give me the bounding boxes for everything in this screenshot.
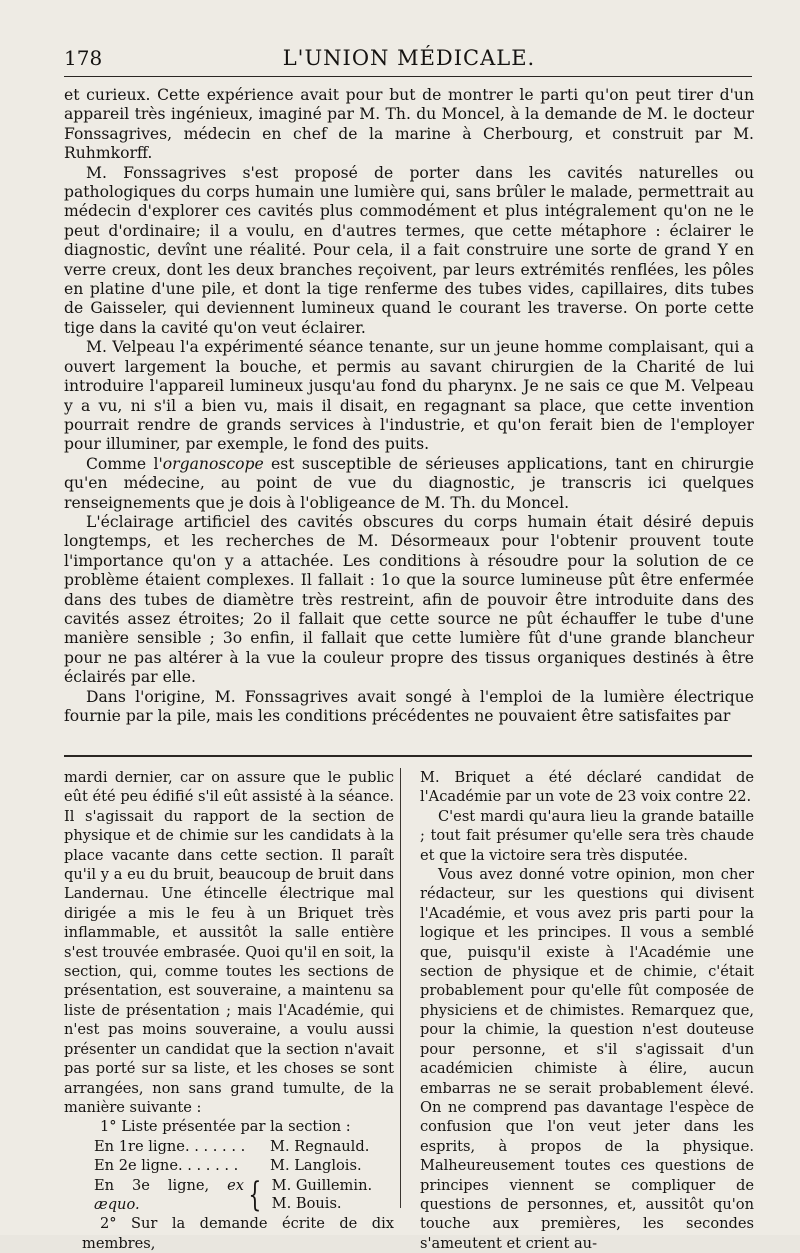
main-paragraph-4 <box>64 455 754 513</box>
right-paragraph-1: M. Briquet a été déclaré candidat de l'Académie par un vote de 23 voix contre 22. <box>420 769 754 806</box>
list-row-2-label: En 2e ligne. . . . . . . <box>94 1157 239 1175</box>
main-paragraph-2: M. Fonssagrives s'est proposé de porter dans les cavités naturelles ou pathologiques du corps humain une lumière qui, sans brûler le malade, permettrait au médecin d'explorer ces cavités plus commodément et plus intégralement qu'on ne le peut d'ordinaire; il a voulu, en d'autres termes, que cette métaphore : éclairer le diagnostic, devînt une réalité. Pour cela, il a fait construire une sorte de grand Y en verre creux, dont les deux branches reçoivent, par leurs extrémités renflées, les pôles en platine d'une pile, et dont la tige renferme des tubes vides, capillaires, dits tubes de Gaisseler, qui deviennent lumineux quand le courant les traverse. On porte cette tige dans la cavité qu'on veut éclairer. <box>64 163 754 337</box>
page-number: 178 <box>64 46 103 70</box>
main-paragraph-4-end: est susceptible de sérieuses applications, tant en chirurgie qu'en médecine, au point de vue du diagnostic, je transcris ici quelques renseignements que je dois à l'obligeance de M. Th. du Moncel. <box>64 454 754 512</box>
left-column <box>64 768 394 1253</box>
main-article <box>64 86 754 726</box>
main-paragraph-4-start: Comme l' <box>86 454 163 473</box>
list-row-3-value-1: M. Guillemin. <box>271 1176 373 1194</box>
section-separator <box>64 755 752 757</box>
list-row-1-value: M. Regnauld. <box>270 1137 370 1155</box>
column-divider <box>400 768 401 1208</box>
list-row-1 <box>64 1137 394 1156</box>
list-row-2 <box>64 1156 394 1175</box>
main-paragraph-6: Dans l'origine, M. Fonssagrives avait songé à l'emploi de la lumière électrique fournie par la pile, mais les conditions précédentes ne pouvaient être satisfaites par <box>64 687 754 725</box>
right-column <box>420 768 754 1253</box>
organoscope-term: organoscope <box>162 454 264 473</box>
brace: { <box>248 1174 262 1215</box>
ex-aequo: ex æquo. <box>94 1176 244 1213</box>
main-paragraph-1: et curieux. Cette expérience avait pour but de montrer le parti qu'on peut tirer d'un appareil très ingénieux, imaginé par M. Th. du Moncel, à la demande de M. le docteur Fonssagrives, médecin en chef de la marine à Cherbourg, et construit par M. Ruhmkorff. <box>64 86 754 163</box>
list-row-3-label-text: En 3e ligne, <box>94 1176 228 1194</box>
list-row-3-values <box>272 1177 372 1213</box>
left-intro: mardi dernier, car on assure que le public eût été peu édifié s'il eût assisté à la séance. Il s'agissait du rapport de la section de physique et de chimie sur les candidats à la place vacante dans cette section. Il paraît qu'il y a eu du bruit, beaucoup de bruit dans Landernau. Une étincelle électrique mal dirigée a mis le feu à un Briquet très inflammable, et aussitôt la salle entière s'est trouvée embrasée. Quoi qu'il en soit, la section, qui, comme toutes les sections de présentation, est souveraine, a maintenu sa liste de présentation ; mais l'Académie, qui n'est pas moins souveraine, a voulu aussi présenter un candidat que la section n'avait pas porté sur sa liste, et les choses se sont arrangées, non sans grand tumulte, de la manière suivante : <box>64 769 394 1116</box>
list-row-2-value: M. Langlois. <box>270 1157 362 1175</box>
running-head: L'UNION MÉDICALE. <box>282 46 536 70</box>
list-row-1-label: En 1re ligne. . . . . . . <box>94 1137 246 1155</box>
list-row-3 <box>64 1176 394 1215</box>
list-last-line: 2° Sur la demande écrite de dix membres, <box>82 1215 394 1252</box>
list-row-3-label <box>94 1176 244 1215</box>
right-paragraph-2: C'est mardi qu'aura lieu la grande bataille ; tout fait présumer qu'elle sera très chaude et que la victoire sera très disputée. <box>420 807 754 864</box>
list-row-3-value-2: M. Bouis. <box>271 1194 342 1212</box>
page-header <box>64 40 754 74</box>
header-rule <box>64 76 752 77</box>
main-paragraph-3: M. Velpeau l'a expérimenté séance tenante, sur un jeune homme complaisant, qui a ouvert largement la bouche, et permis au savant chirurgien de la Charité de lui introduire l'appareil lumineux jusqu'au fond du pharynx. Je ne sais ce que M. Velpeau y a vu, ni s'il a bien vu, mais il disait, en regagnant sa place, que cette invention pourrait rendre de grands services à l'industrie, et qu'on ferait bien de l'employer pour illuminer, par exemple, le fond des puits. <box>64 338 754 454</box>
right-paragraph-3: Vous avez donné votre opinion, mon cher rédacteur, sur les questions qui divisent l'Académie, et vous avez pris parti pour la logique et les principes. Il vous a semblé que, puisqu'il existe à l'Académie une section de physique et de chimie, c'était probablement pour qu'elle fût composée de physiciens et de chimistes. Remarquez que, pour la chimie, la question n'est douteuse pour personne, et s'il s'agissait d'un académicien chimiste à élire, aucun embarras ne se serait probablement élevé. On ne comprend pas davantage l'espèce de confusion que l'on veut jeter dans les esprits, à propos de la physique. Malheureusement toutes ces questions de principes viennent se compliquer de questions de personnes, et, aussitôt qu'on touche aux premières, les secondes s'ameutent et crient au- <box>420 866 754 1252</box>
list-title: 1° Liste présentée par la section : <box>100 1118 351 1136</box>
main-paragraph-5: L'éclairage artificiel des cavités obscures du corps humain était désiré depuis longtemps, et les recherches de M. Désormeaux pour l'obtenir prouvent toute l'importance qu'on y a attachée. Les conditions à résoudre pour la solution de ce problème étaient complexes. Il fallait : 1o que la source lumineuse pût être enfermée dans des tubes de diamètre très restreint, afin de pouvoir être introduite dans des cavités assez étroites; 2o il fallait que cette source ne pût échauffer le tube d'une manière sensible ; 3o enfin, il fallait que cette lumière fût d'une grande blancheur pour ne pas altérer à la vue la couleur propre des tissus organiques destinés à être éclairés par elle. <box>64 512 754 687</box>
